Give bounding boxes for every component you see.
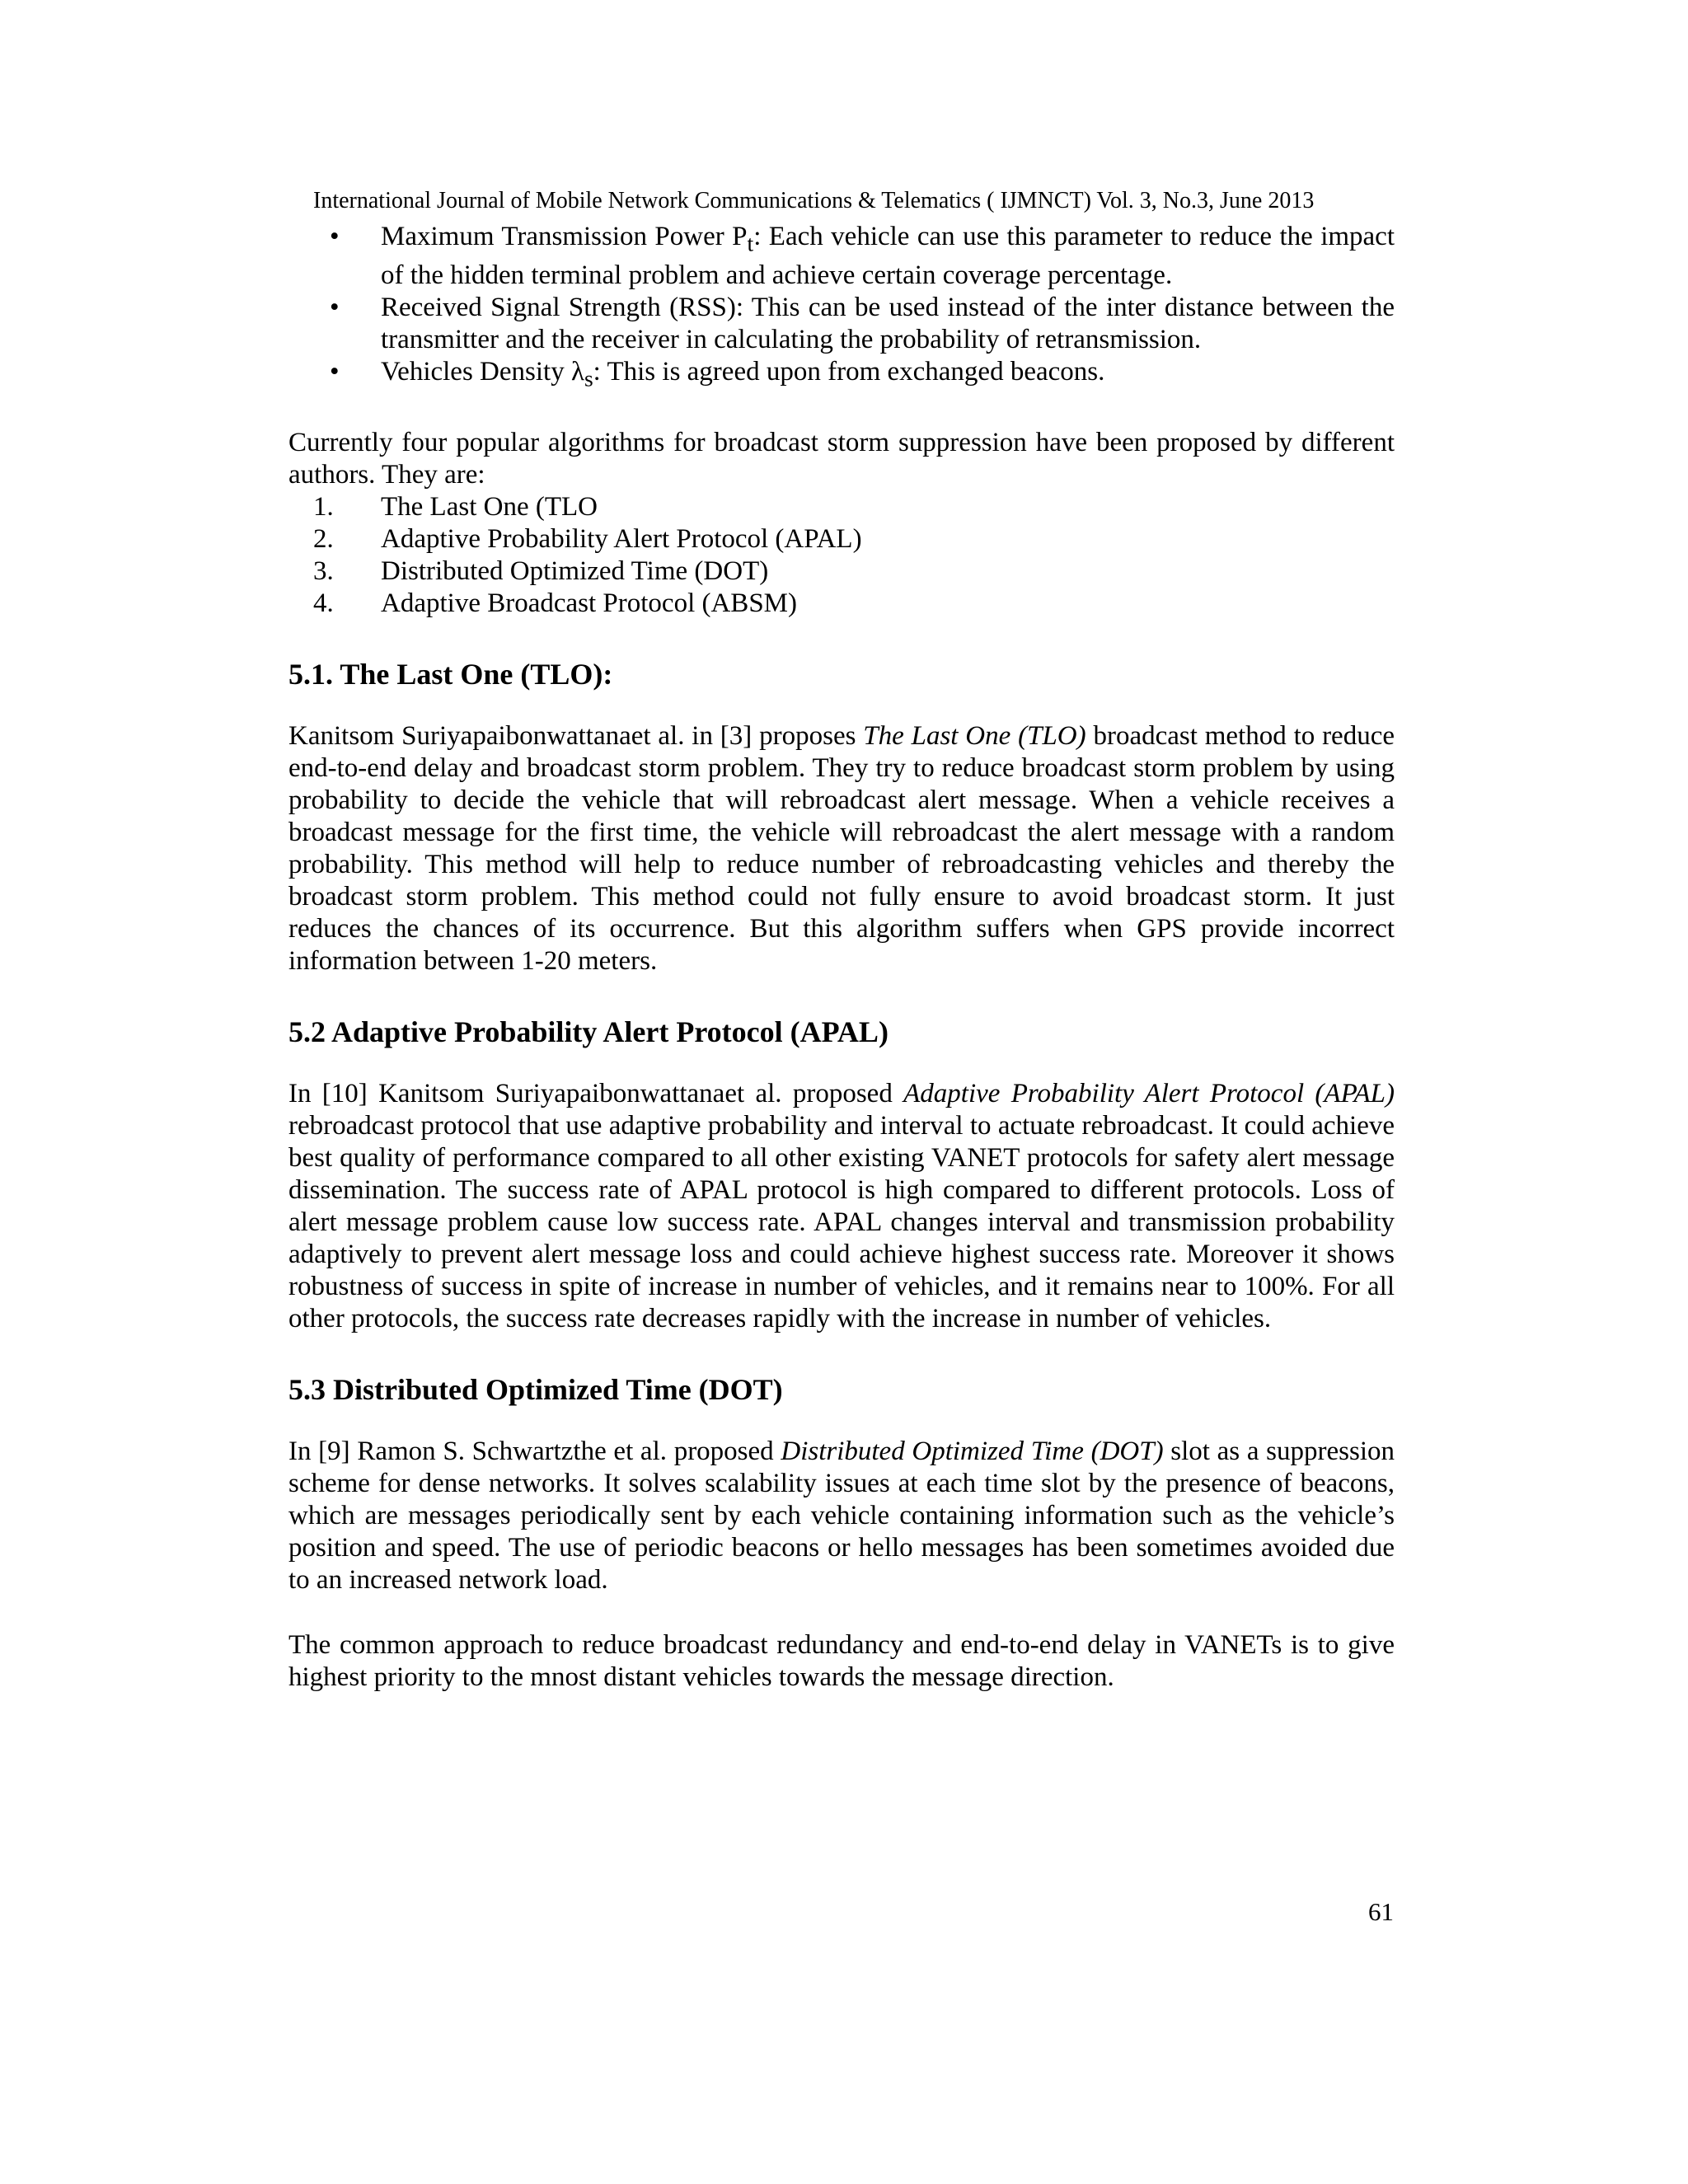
intro-paragraph: Currently four popular algorithms for broadcast storm suppression have been proposed by different authors. They are: xyxy=(288,428,1395,490)
algorithm-list xyxy=(288,491,1395,620)
section-heading-apal: 5.2 Adaptive Probability Alert Protocol (APAL) xyxy=(288,1015,889,1049)
page-number: 61 xyxy=(1368,1897,1394,1926)
section-body-apal: In [10] Kanitsom Suriyapaibonwattanaet al. proposed Adaptive Probability Alert Protocol (APAL) rebroadcast protocol that use adaptive probability and interval to actuate rebroadcast. It could achieve best quality of performance compared to all other existing VANET protocols for safety alert message dissemination. The success rate of APAL protocol is high compared to different protocols. Loss of alert message problem cause low success rate. APAL changes interval and transmission probability adaptively to prevent alert message loss and could achieve highest success rate. Moreover it shows robustness of success in spite of increase in number of vehicles, and it remains near to 100%. For all other protocols, the success rate decreases rapidly with the increase in number of vehicles. xyxy=(288,1079,1395,1334)
section-body-dot: In [9] Ramon S. Schwartzthe et al. proposed Distributed Optimized Time (DOT) slot as a suppression scheme for dense networks. It solves scalability issues at each time slot by the presence of beacons, which are messages periodically sent by each vehicle containing information such as the vehicle’s position and speed. The use of periodic beacons or hello messages has been sometimes avoided due to an increased network load. xyxy=(288,1436,1395,1596)
list-item: 4. Adaptive Broadcast Protocol (ABSM) xyxy=(313,588,798,619)
list-item: 2. Adaptive Probability Alert Protocol (APAL) xyxy=(313,524,862,555)
list-number: 3. xyxy=(313,556,334,587)
section-heading-tlo: 5.1. The Last One (TLO): xyxy=(288,658,613,691)
list-number: 2. xyxy=(313,524,334,555)
parameter-list xyxy=(288,221,1395,394)
journal-header: International Journal of Mobile Network Communications & Telematics ( IJMNCT) Vol. 3, No.3, June 2013 xyxy=(313,188,1315,213)
bullet-icon: • xyxy=(330,356,340,387)
closing-paragraph: The common approach to reduce broadcast redundancy and end-to-end delay in VANETs is to give highest priority to the mnost distant vehicles towards the message direction. xyxy=(288,1630,1395,1693)
list-item: • Vehicles Density $\lambda_s$: This is agreed upon from exchanged beacons. xyxy=(330,356,1105,391)
list-item: 3. Distributed Optimized Time (DOT) xyxy=(313,556,769,587)
list-number: 1. xyxy=(313,492,334,523)
section-heading-dot: 5.3 Distributed Optimized Time (DOT) xyxy=(288,1373,783,1407)
bullet-icon: • xyxy=(330,222,340,251)
list-number: 4. xyxy=(313,588,334,619)
bullet-icon: • xyxy=(330,292,340,322)
list-item: • Received Signal Strength (RSS): This can be used instead of the inter distance between the transmitter and the receiver in calculating the probability of retransmission. xyxy=(330,292,1395,354)
page-content xyxy=(288,221,1395,1694)
list-item: 1. The Last One (TLO xyxy=(313,492,598,523)
list-item: • Maximum Transmission Power $P_t$: Each vehicle can use this parameter to reduce the impact of the hidden terminal problem and achieve certain coverage percentage. xyxy=(330,222,1395,290)
section-body-tlo: Kanitsom Suriyapaibonwattanaet al. in [3] proposes The Last One (TLO) broadcast method to reduce end-to-end delay and broadcast storm problem. They try to reduce broadcast storm problem by using probability to decide the vehicle that will rebroadcast alert message. When a vehicle receives a broadcast message for the first time, the vehicle will rebroadcast the alert message with a random probability. This method will help to reduce number of rebroadcasting vehicles and thereby the broadcast storm problem. This method could not fully ensure to avoid broadcast storm. It just reduces the chances of its occurrence. But this algorithm suffers when GPS provide incorrect information between 1-20 meters. xyxy=(288,721,1395,977)
